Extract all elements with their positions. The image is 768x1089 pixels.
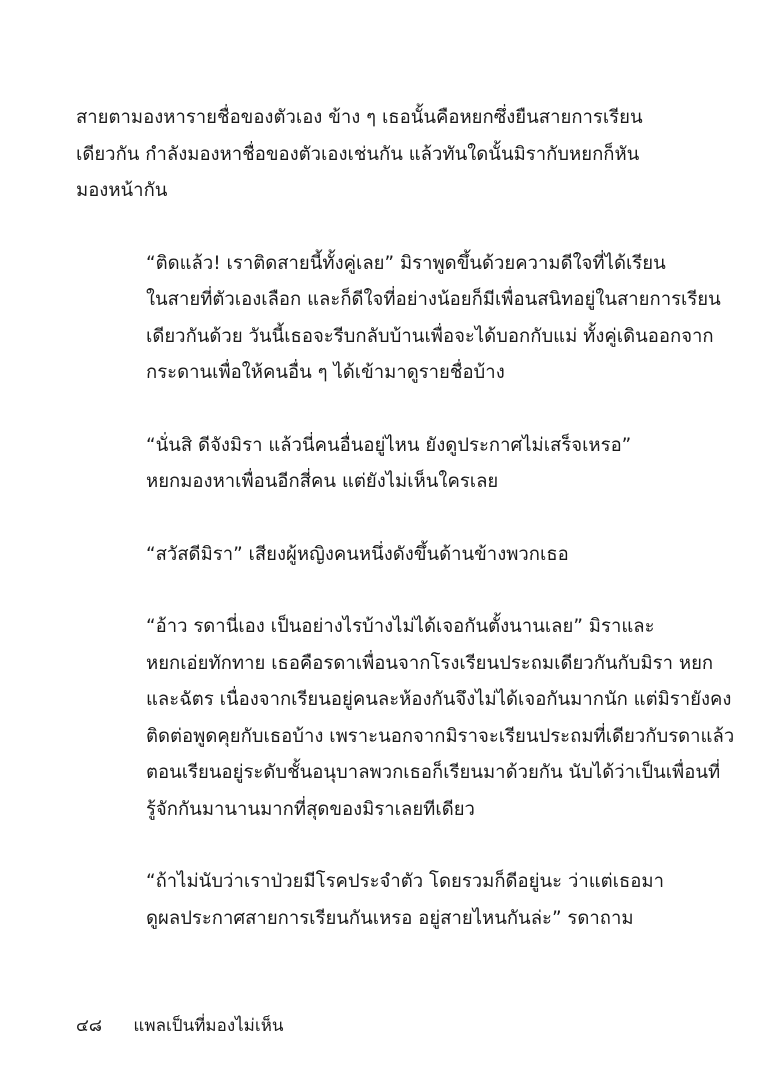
book-title: แพลเป็นที่มองไม่เห็น <box>133 1016 284 1036</box>
text-line: “ติดแล้ว! เราติดสายนี้ทั้งคู่เลย” มิราพูดขึ้นด้วยความดีใจที่ได้เรียน <box>146 252 666 274</box>
text-line: ดูผลประกาศสายการเรียนกันเหรอ อยู่สายไหนกันล่ะ” รดาถาม <box>146 907 634 929</box>
page-footer <box>76 1012 284 1039</box>
text-line: “นั่นสิ ดีจังมิรา แล้วนี่คนอื่นอยู่ไหน ยังดูประกาศไม่เสร็จเหรอ” <box>146 434 632 456</box>
text-line: ในสายที่ตัวเองเลือก และก็ดีใจที่อย่างน้อยก็มีเพื่อนสนิทอยู่ในสายการเรียน <box>146 289 721 310</box>
text-line: หยกมองหาเพื่อนอีกสี่คน แต่ยังไม่เห็นใครเลย <box>146 471 499 492</box>
text-line: “สวัสดีมิรา” เสียงผู้หญิงคนหนึ่งดังขึ้นด้านข้างพวกเธอ <box>146 543 569 565</box>
paragraph-4 <box>76 537 636 574</box>
page-number: ๔๘ <box>76 1016 102 1036</box>
text-line: รู้จักกันมานานมากที่สุดของมิราเลยทีเดียว <box>146 798 475 820</box>
text-line: “อ้าว รดานี่เอง เป็นอย่างไรบ้างไม่ได้เจอกันตั้งนานเลย” มิราและ <box>146 616 655 637</box>
paragraph-2 <box>76 246 721 392</box>
paragraph-6 <box>76 864 664 937</box>
body-text <box>76 100 735 973</box>
text-line: ติดต่อพูดคุยกับเธอบ้าง เพราะนอกจากมิราจะเรียนประถมที่เดียวกับรดาแล้ว <box>146 725 735 747</box>
paragraph-5 <box>76 609 735 828</box>
text-line: ตอนเรียนอยู่ระดับชั้นอนุบาลพวกเธอก็เรียนมาด้วยกัน นับได้ว่าเป็นเพื่อนที่ <box>146 762 721 783</box>
paragraph-3 <box>76 428 636 501</box>
text-line: มองหน้ากัน <box>76 180 168 201</box>
text-line: และฉัตร เนื่องจากเรียนอยู่คนละห้องกันจึงไม่ได้เจอกันมากนัก แต่มิรายังคง <box>146 689 732 710</box>
text-line: “ถ้าไม่นับว่าเราป่วยมีโรคประจำตัว โดยรวมก็ดีอยู่นะ ว่าแต่เธอมา <box>146 871 664 892</box>
text-line: หยกเอ่ยทักทาย เธอคือรดาเพื่อนจากโรงเรียนประถมเดียวกันกับมิรา หยก <box>146 652 714 674</box>
text-line: สายตามองหารายชื่อของตัวเอง ข้าง ๆ เธอนั้นคือหยกซึ่งยืนสายการเรียน <box>76 107 643 128</box>
text-line: เดียวกัน กำลังมองหาชื่อของตัวเองเช่นกัน แล้วทันใดนั้นมิรากับหยกก็หัน <box>76 143 640 165</box>
paragraph-1 <box>76 100 643 210</box>
text-line: เดียวกันด้วย วันนี้เธอจะรีบกลับบ้านเพื่อจะได้บอกกับแม่ ทั้งคู่เดินออกจาก <box>146 325 714 347</box>
text-line: กระดานเพื่อให้คนอื่น ๆ ได้เข้ามาดูรายชื่อบ้าง <box>146 362 505 383</box>
